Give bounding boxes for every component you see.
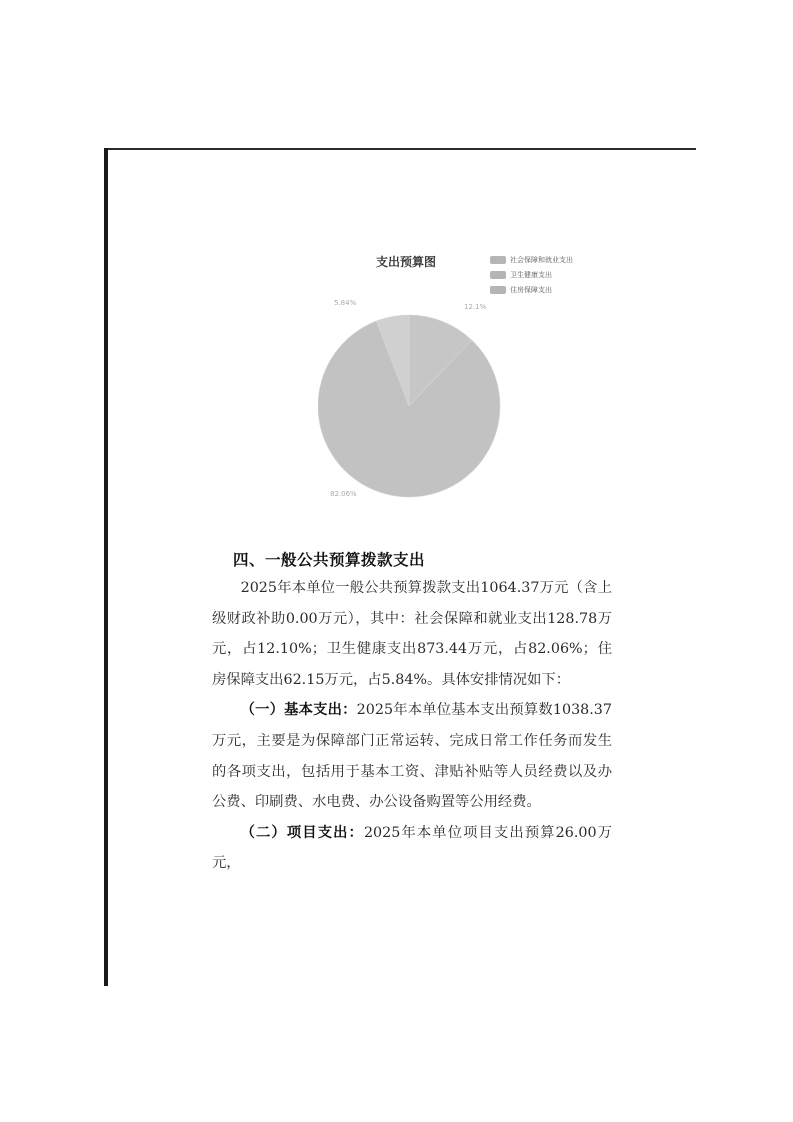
- legend-label: 卫生健康支出: [510, 270, 552, 279]
- legend-swatch: [490, 271, 506, 279]
- scan-border-top: [106, 148, 696, 150]
- chart-title: 支出预算图: [376, 255, 437, 269]
- paragraph-basic-expenditure: [212, 695, 612, 817]
- legend-swatch: [490, 256, 506, 264]
- basic-expenditure-text: 2025年本单位基本支出预算数1038.37万元，主要是为保障部门正常运转、完成日常工作任务而发生的各项支出，包括用于基本工资、津贴补贴等人员经费以及办公费、印刷费、水电费、办公设备购置等公用经费。: [212, 702, 612, 811]
- legend-swatch: [490, 286, 506, 294]
- slice-label-health: 82.06%: [330, 490, 357, 498]
- chart-legend: [490, 252, 573, 297]
- legend-item-health: [490, 267, 573, 282]
- project-expenditure-text: 2025年本单位项目支出预算26.00万元，: [212, 824, 613, 872]
- basic-expenditure-label: （一）基本支出：: [240, 702, 357, 719]
- section-heading: 四、一般公共预算拨款支出: [233, 551, 426, 569]
- scan-border-left: [104, 148, 108, 986]
- paragraph-summary: 2025年本单位一般公共预算拨款支出1064.37万元（含上级财政补助0.00万元），其中：社会保障和就业支出128.78万元，占12.10%；卫生健康支出873.44万元，占82.06%；住房保障支出62.15万元，占5.84%。具体安排情况如下：: [212, 580, 612, 688]
- pie-canvas: [318, 246, 618, 508]
- slice-label-housing: 5.84%: [334, 299, 357, 307]
- legend-label: 社会保障和就业支出: [510, 255, 573, 264]
- legend-label: 住房保障支出: [510, 285, 552, 294]
- body-text: [212, 573, 612, 879]
- legend-item-social-security: [490, 252, 573, 267]
- expenditure-pie-chart: [318, 246, 618, 508]
- paragraph-project-expenditure: [212, 818, 612, 879]
- legend-item-housing: [490, 282, 573, 297]
- slice-label-social-security: 12.1%: [464, 303, 487, 311]
- project-expenditure-label: （二）项目支出：: [240, 824, 364, 841]
